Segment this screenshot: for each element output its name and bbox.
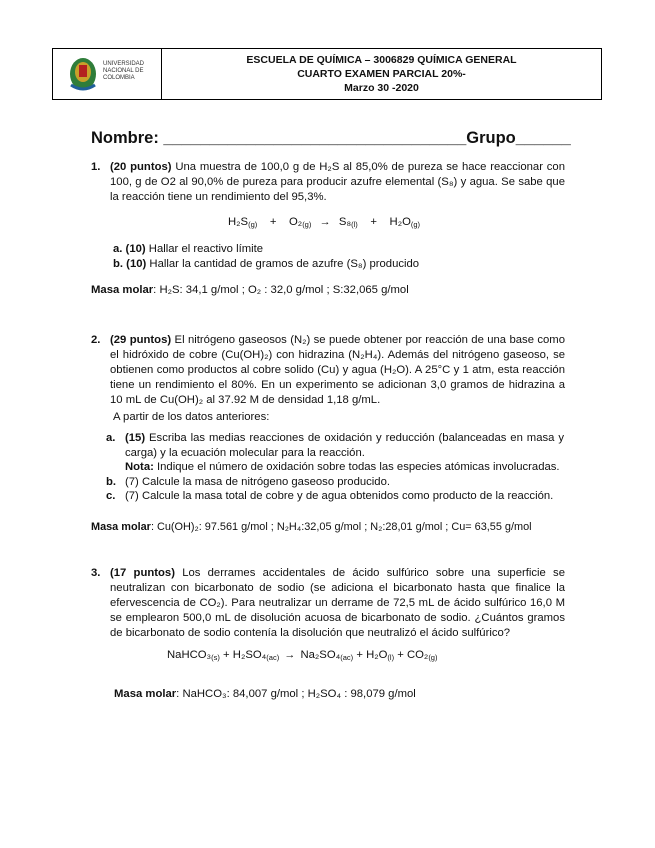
q2-item-b <box>106 475 564 490</box>
q1-number: 1. <box>91 161 101 173</box>
q1-item-b-text: Hallar la cantidad de gramos de azufre (S₈) producido <box>146 257 420 270</box>
q2-item-c-text: (7) Calcule la masa total de cobre y de agua obtenidos como producto de la reacción. <box>125 490 554 502</box>
q2-text: El nitrógeno gaseosos (N₂) se puede obtener por reacción de una base como el hidróxido de cobre (Cu(OH)₂) con hidrazina (N₂H₄). Además del nitrógeno gaseoso, se obtienen como productos al cobre solido (Cu) y agua (H₂O). A 25°C y 1 atm, esta reacción tiene un rendimiento el 80%. En un experimento se adicionan 3,0 gramos de hidrazina a 10 mL de Cu(OH)₂ al 37.92 M de densidad 1,18 g/mL. <box>110 334 565 406</box>
question-1 <box>91 160 565 205</box>
q3-equation <box>167 649 437 662</box>
q1-molar-mass <box>91 284 409 296</box>
q3-molar-text: : NaHCO₃: 84,007 g/mol ; H₂SO₄ : 98,079 g/mol <box>176 688 416 700</box>
q3-eq-state-5: (g) <box>428 653 438 662</box>
q1-text: Una muestra de 100,0 g de H₂S al 85,0% de pureza se hace reaccionar con 100, g de O2 al 90,0% de pureza para producir azufre elemental (S₈) y agua. Se sabe que la reacción tiene un rendimiento del 95,3%. <box>110 161 565 203</box>
q1-molar-label: Masa molar <box>91 284 154 296</box>
q1-eq-product-2: H₂O <box>389 216 411 228</box>
q2-intro: A partir de los datos anteriores: <box>113 411 270 423</box>
q1-equation <box>228 216 420 229</box>
q3-eq-product-1: Na₂SO₄ <box>300 649 341 661</box>
reaction-arrow-icon: → <box>319 216 331 228</box>
q1-eq-reactant-2: O₂ <box>289 216 303 228</box>
q2-item-a-text: Escriba las medias reacciones de oxidación y reducción (balanceadas en masa y carga) y la ecuación molecular para la reacción. <box>125 432 564 459</box>
q1-item-b-label: b. (10) <box>113 257 147 270</box>
question-3 <box>91 566 565 641</box>
header-titles <box>162 49 601 99</box>
question-2 <box>91 333 565 408</box>
q1-eq-state-3: (l) <box>351 220 358 229</box>
exam-header <box>52 48 602 100</box>
q3-eq-reactant-2: H₂SO₄ <box>232 649 267 661</box>
q1-molar-text: : H₂S: 34,1 g/mol ; O₂ : 32,0 g/mol ; S:32,065 g/mol <box>153 284 409 296</box>
q1-eq-state-4: (g) <box>410 220 421 229</box>
q2-molar-text: : Cu(OH)₂: 97.561 g/mol ; N₂H₄:32,05 g/mol ; N₂:28,01 g/mol ; Cu= 63,55 g/mol <box>150 521 532 533</box>
q3-points: (17 puntos) <box>110 567 175 579</box>
q1-item-a-label: a. (10) <box>113 243 146 255</box>
q3-eq-plus-1: + <box>223 649 230 661</box>
q1-eq-reactant-1: H₂S <box>228 216 249 228</box>
q2-item-b-text: (7) Calcule la masa de nitrógeno gaseoso producido. <box>125 475 391 488</box>
q3-eq-plus-3: + <box>397 649 404 661</box>
q1-eq-plus-1: + <box>269 216 277 228</box>
q3-eq-product-2: H₂O <box>366 649 388 661</box>
q1-subitems <box>113 242 563 271</box>
q3-text: Los derrames accidentales de ácido sulfúrico sobre una superficie se neutralizan con bicarbonato de sodio (se adiciona el bicarbonato hasta que finalice la efervescencia de CO₂). Para neutralizar un derrame de 72,5 mL de ácido sulfúrico 16,0 M se emplearon 500,0 mL de disolución acuosa de bicarbonato de sodio. ¿Cuántos gramos de bicarbonato de sodio contenía la disolución que neutralizó el ácido sulfúrico? <box>110 567 565 639</box>
q3-eq-product-3: CO₂ <box>406 649 429 661</box>
q2-item-c <box>106 489 564 504</box>
reaction-arrow-icon: → <box>284 649 296 661</box>
q3-eq-state-3: (ac) <box>340 653 354 662</box>
q2-item-c-label: c. <box>106 490 116 502</box>
header-line-3: Marzo 30 -2020 <box>344 82 419 94</box>
q3-molar-label: Masa molar <box>114 688 177 700</box>
header-line-2: CUARTO EXAMEN PARCIAL 20%- <box>297 68 466 80</box>
q2-points: (29 puntos) <box>110 334 172 346</box>
q1-eq-plus-2: + <box>370 216 377 228</box>
q2-number: 2. <box>91 334 101 346</box>
q3-molar-mass <box>114 688 416 700</box>
q3-eq-reactant-1: NaHCO₃ <box>167 649 212 661</box>
q1-item-a-text: Hallar el reactivo límite <box>145 243 264 255</box>
q2-item-a <box>106 431 564 475</box>
q1-item-a <box>113 242 563 257</box>
nombre-grupo-line: Nombre: _________________________________Grupo______ <box>91 129 571 147</box>
q3-eq-state-1: (s) <box>211 653 220 662</box>
logo-text: UNIVERSIDAD NACIONAL DE COLOMBIA <box>103 61 145 81</box>
q1-item-b <box>113 257 563 272</box>
q2-molar-mass <box>91 521 532 533</box>
q2-item-b-label: b. <box>106 475 117 488</box>
q1-eq-state-2: (g) <box>302 220 312 229</box>
q3-eq-state-2: (ac) <box>266 653 280 662</box>
q3-eq-state-4: (l) <box>387 653 395 662</box>
q2-item-a-note-text: Indique el número de oxidación sobre todas las especies atómicas involucradas. <box>153 461 560 473</box>
q2-item-a-note-label: Nota: <box>125 461 154 473</box>
q2-item-a-label: a. <box>106 432 116 444</box>
q3-eq-plus-2: + <box>356 649 363 661</box>
logo-cell <box>53 49 162 99</box>
q3-number: 3. <box>91 567 101 579</box>
q1-eq-product-1: S₈ <box>338 216 352 228</box>
q2-subitems <box>106 431 564 504</box>
q1-points: (20 puntos) <box>110 161 172 173</box>
q2-item-a-points: (15) <box>125 432 146 444</box>
header-line-1: ESCUELA DE QUÍMICA – 3006829 QUÍMICA GENERAL <box>246 54 517 66</box>
q2-molar-label: Masa molar <box>91 521 151 533</box>
q1-eq-state-1: (g) <box>248 220 258 229</box>
